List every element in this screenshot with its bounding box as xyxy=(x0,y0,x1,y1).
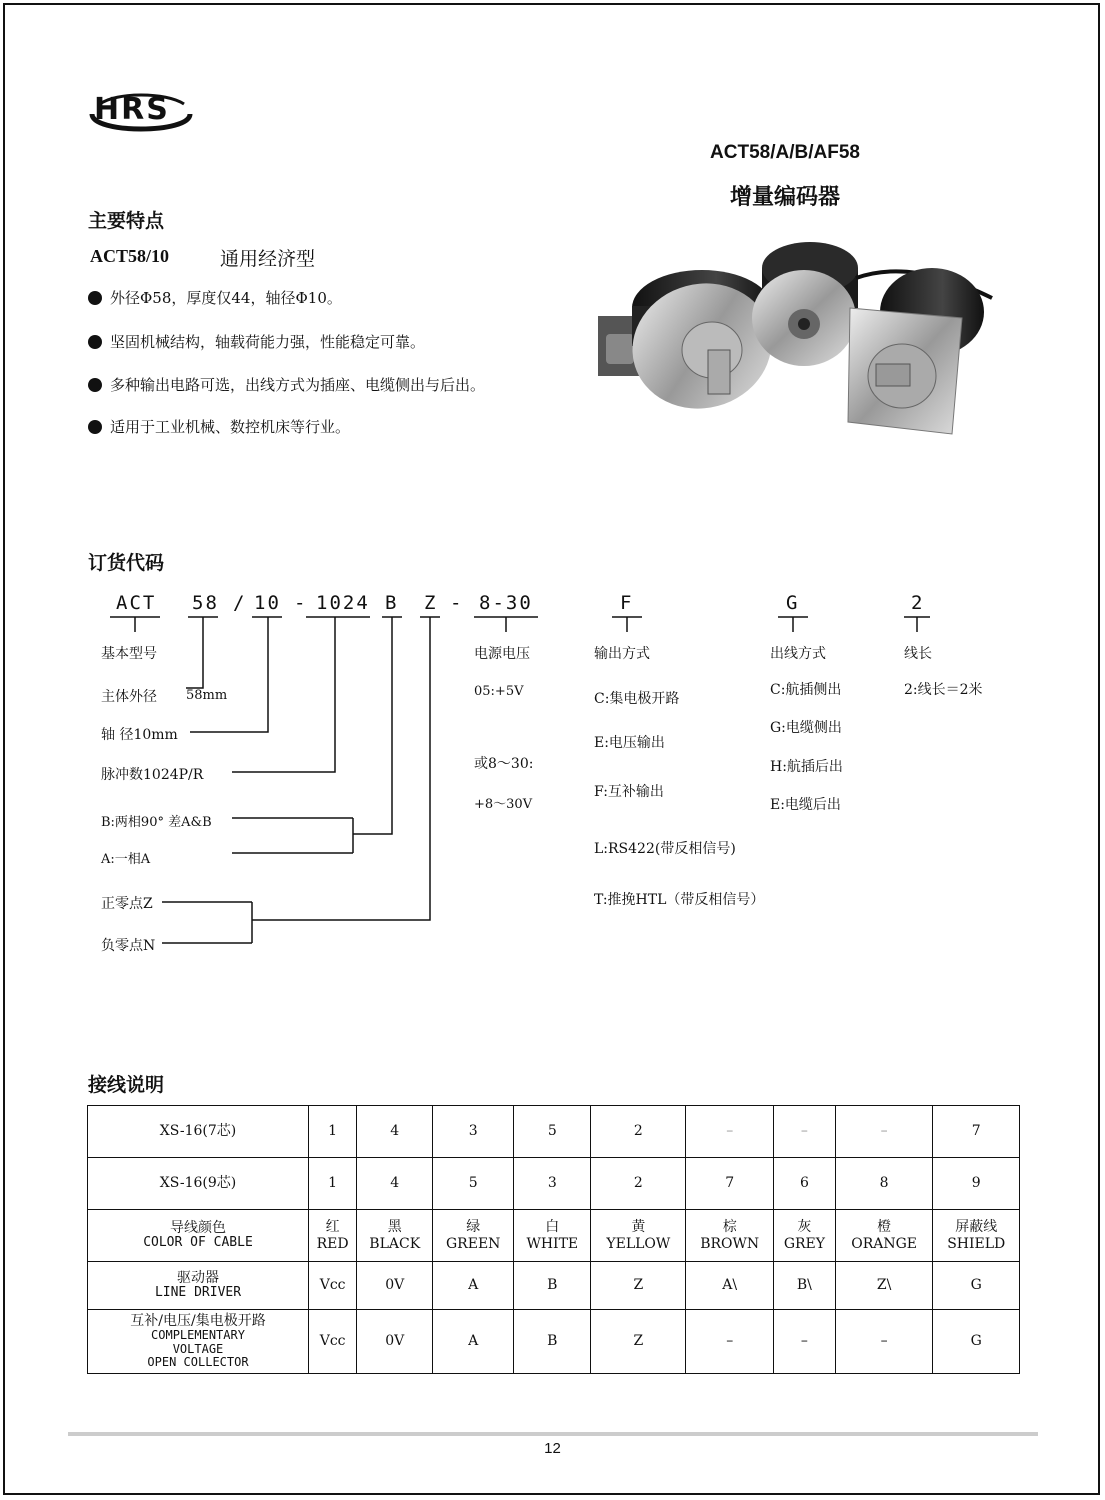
table-cell: 2 xyxy=(591,1106,686,1158)
code-token-dash: - xyxy=(294,592,308,614)
power-option: 05:+5V xyxy=(474,684,524,699)
code-token-act: ACT xyxy=(116,592,157,614)
table-cell: – xyxy=(835,1106,933,1158)
table-cell: 黄 YELLOW xyxy=(591,1210,686,1262)
length-option: 2:线长＝2米 xyxy=(904,682,983,698)
table-row xyxy=(88,1106,1020,1158)
cable-option: E:电缆后出 xyxy=(770,797,841,813)
output-option: C:集电极开路 xyxy=(594,691,680,707)
table-cell: G xyxy=(933,1262,1020,1310)
table-cell: Vcc xyxy=(309,1262,357,1310)
table-cell: 9 xyxy=(933,1158,1020,1210)
product-subtitle: 增量编码器 xyxy=(729,185,840,210)
label-body-diameter-value: 58mm xyxy=(186,688,228,703)
table-cell: 屏蔽线 SHIELD xyxy=(933,1210,1020,1262)
label-body-diameter: 主体外径 xyxy=(101,689,157,705)
output-option: F:互补输出 xyxy=(594,784,664,800)
table-cell: 5 xyxy=(433,1158,514,1210)
row-header: 互补/电压/集电极开路 COMPLEMENTARY VOLTAGE OPEN COLLECTOR xyxy=(88,1310,309,1374)
label-cable-length: 线长 xyxy=(904,646,932,662)
label-two-phase: B:两相90° 差A&B xyxy=(101,815,212,830)
label-negative-zero: 负零点N xyxy=(101,938,156,954)
table-cell: 2 xyxy=(591,1158,686,1210)
table-cell: 白 WHITE xyxy=(514,1210,591,1262)
code-token-dash2: - xyxy=(450,592,464,614)
output-option: T:推挽HTL（带反相信号） xyxy=(594,892,765,908)
table-cell: 棕 BROWN xyxy=(686,1210,774,1262)
table-cell: 1 xyxy=(309,1106,357,1158)
feature-item: 坚固机械结构，轴载荷能力强，性能稳定可靠。 xyxy=(88,331,425,352)
code-token-output: F xyxy=(620,592,634,614)
table-cell: 6 xyxy=(774,1158,836,1210)
code-token-zero: Z xyxy=(424,592,438,614)
label-output: 输出方式 xyxy=(594,646,650,662)
row-header: XS-16(9芯) xyxy=(88,1158,309,1210)
table-cell: 黑 BLACK xyxy=(357,1210,433,1262)
code-token-cable: G xyxy=(786,592,800,614)
table-cell: 0V xyxy=(357,1262,433,1310)
table-row xyxy=(88,1262,1020,1310)
output-option: E:电压输出 xyxy=(594,735,665,751)
feature-item: 适用于工业机械、数控机床等行业。 xyxy=(88,416,350,437)
feature-item: 外径Φ58，厚度仅44，轴径Φ10。 xyxy=(88,287,342,308)
table-cell: 4 xyxy=(357,1158,433,1210)
table-row xyxy=(88,1158,1020,1210)
label-shaft-diameter: 轴 径10mm xyxy=(101,727,178,743)
table-cell: B xyxy=(514,1310,591,1374)
label-cable-exit: 出线方式 xyxy=(770,646,826,662)
table-cell: 7 xyxy=(686,1158,774,1210)
table-cell: 4 xyxy=(357,1106,433,1158)
table-cell: 5 xyxy=(514,1106,591,1158)
table-cell: A xyxy=(433,1262,514,1310)
table-cell: A xyxy=(433,1310,514,1374)
table-cell: 红 RED xyxy=(309,1210,357,1262)
logo-text: HRS xyxy=(94,92,170,127)
table-cell: – xyxy=(774,1106,836,1158)
features-heading: 主要特点 xyxy=(88,210,165,232)
order-heading: 订货代码 xyxy=(88,552,165,574)
output-option: L:RS422(带反相信号) xyxy=(594,841,736,857)
table-cell: 灰 GREY xyxy=(774,1210,836,1262)
table-cell: Vcc xyxy=(309,1310,357,1374)
table-cell: 3 xyxy=(514,1158,591,1210)
power-option: +8～30V xyxy=(474,797,533,812)
code-token-diameter: 58 xyxy=(192,592,219,614)
cable-option: G:电缆侧出 xyxy=(770,720,842,736)
label-power: 电源电压 xyxy=(474,646,530,662)
row-header: 驱动器 LINE DRIVER xyxy=(88,1262,309,1310)
table-cell: – xyxy=(686,1310,774,1374)
cable-option: H:航插后出 xyxy=(770,759,843,775)
feature-item: 多种输出电路可选，出线方式为插座、电缆侧出与后出。 xyxy=(88,374,485,395)
table-cell: Z\ xyxy=(835,1262,933,1310)
table-cell: G xyxy=(933,1310,1020,1374)
row-header: 导线颜色 COLOR OF CABLE xyxy=(88,1210,309,1262)
table-row xyxy=(88,1210,1020,1262)
table-cell: – xyxy=(686,1106,774,1158)
table-cell: 绿 GREEN xyxy=(433,1210,514,1262)
table-cell: A\ xyxy=(686,1262,774,1310)
cable-option: C:航插侧出 xyxy=(770,682,842,698)
table-cell: 0V xyxy=(357,1310,433,1374)
wiring-table xyxy=(87,1105,1020,1374)
wiring-heading: 接线说明 xyxy=(88,1074,165,1096)
table-cell: – xyxy=(835,1310,933,1374)
table-cell: 1 xyxy=(309,1158,357,1210)
code-token-phase: B xyxy=(385,592,399,614)
label-positive-zero: 正零点Z xyxy=(101,896,153,912)
table-cell: 3 xyxy=(433,1106,514,1158)
table-cell: B\ xyxy=(774,1262,836,1310)
code-token-shaft: 10 xyxy=(254,592,281,614)
page-number: 12 xyxy=(544,1440,561,1457)
row-header: XS-16(7芯) xyxy=(88,1106,309,1158)
product-title: ACT58/A/B/AF58 xyxy=(710,142,860,163)
power-option: 或8～30: xyxy=(474,756,534,772)
label-one-phase: A:一相A xyxy=(101,852,151,867)
code-token-power: 8-30 xyxy=(479,592,533,614)
code-token-length: 2 xyxy=(911,592,925,614)
code-token-pulses: 1024 xyxy=(316,592,370,614)
label-pulses: 脉冲数1024P/R xyxy=(101,767,204,783)
table-row xyxy=(88,1310,1020,1374)
table-cell: 橙 ORANGE xyxy=(835,1210,933,1262)
table-cell: Z xyxy=(591,1310,686,1374)
code-token-slash: / xyxy=(233,592,247,614)
feature-model: ACT58/10 xyxy=(90,246,170,266)
table-cell: – xyxy=(774,1310,836,1374)
table-cell: B xyxy=(514,1262,591,1310)
table-cell: 8 xyxy=(835,1158,933,1210)
label-base-model: 基本型号 xyxy=(101,646,157,662)
footer-divider xyxy=(68,1432,1038,1436)
table-cell: 7 xyxy=(933,1106,1020,1158)
feature-type: 通用经济型 xyxy=(220,248,316,270)
table-cell: Z xyxy=(591,1262,686,1310)
